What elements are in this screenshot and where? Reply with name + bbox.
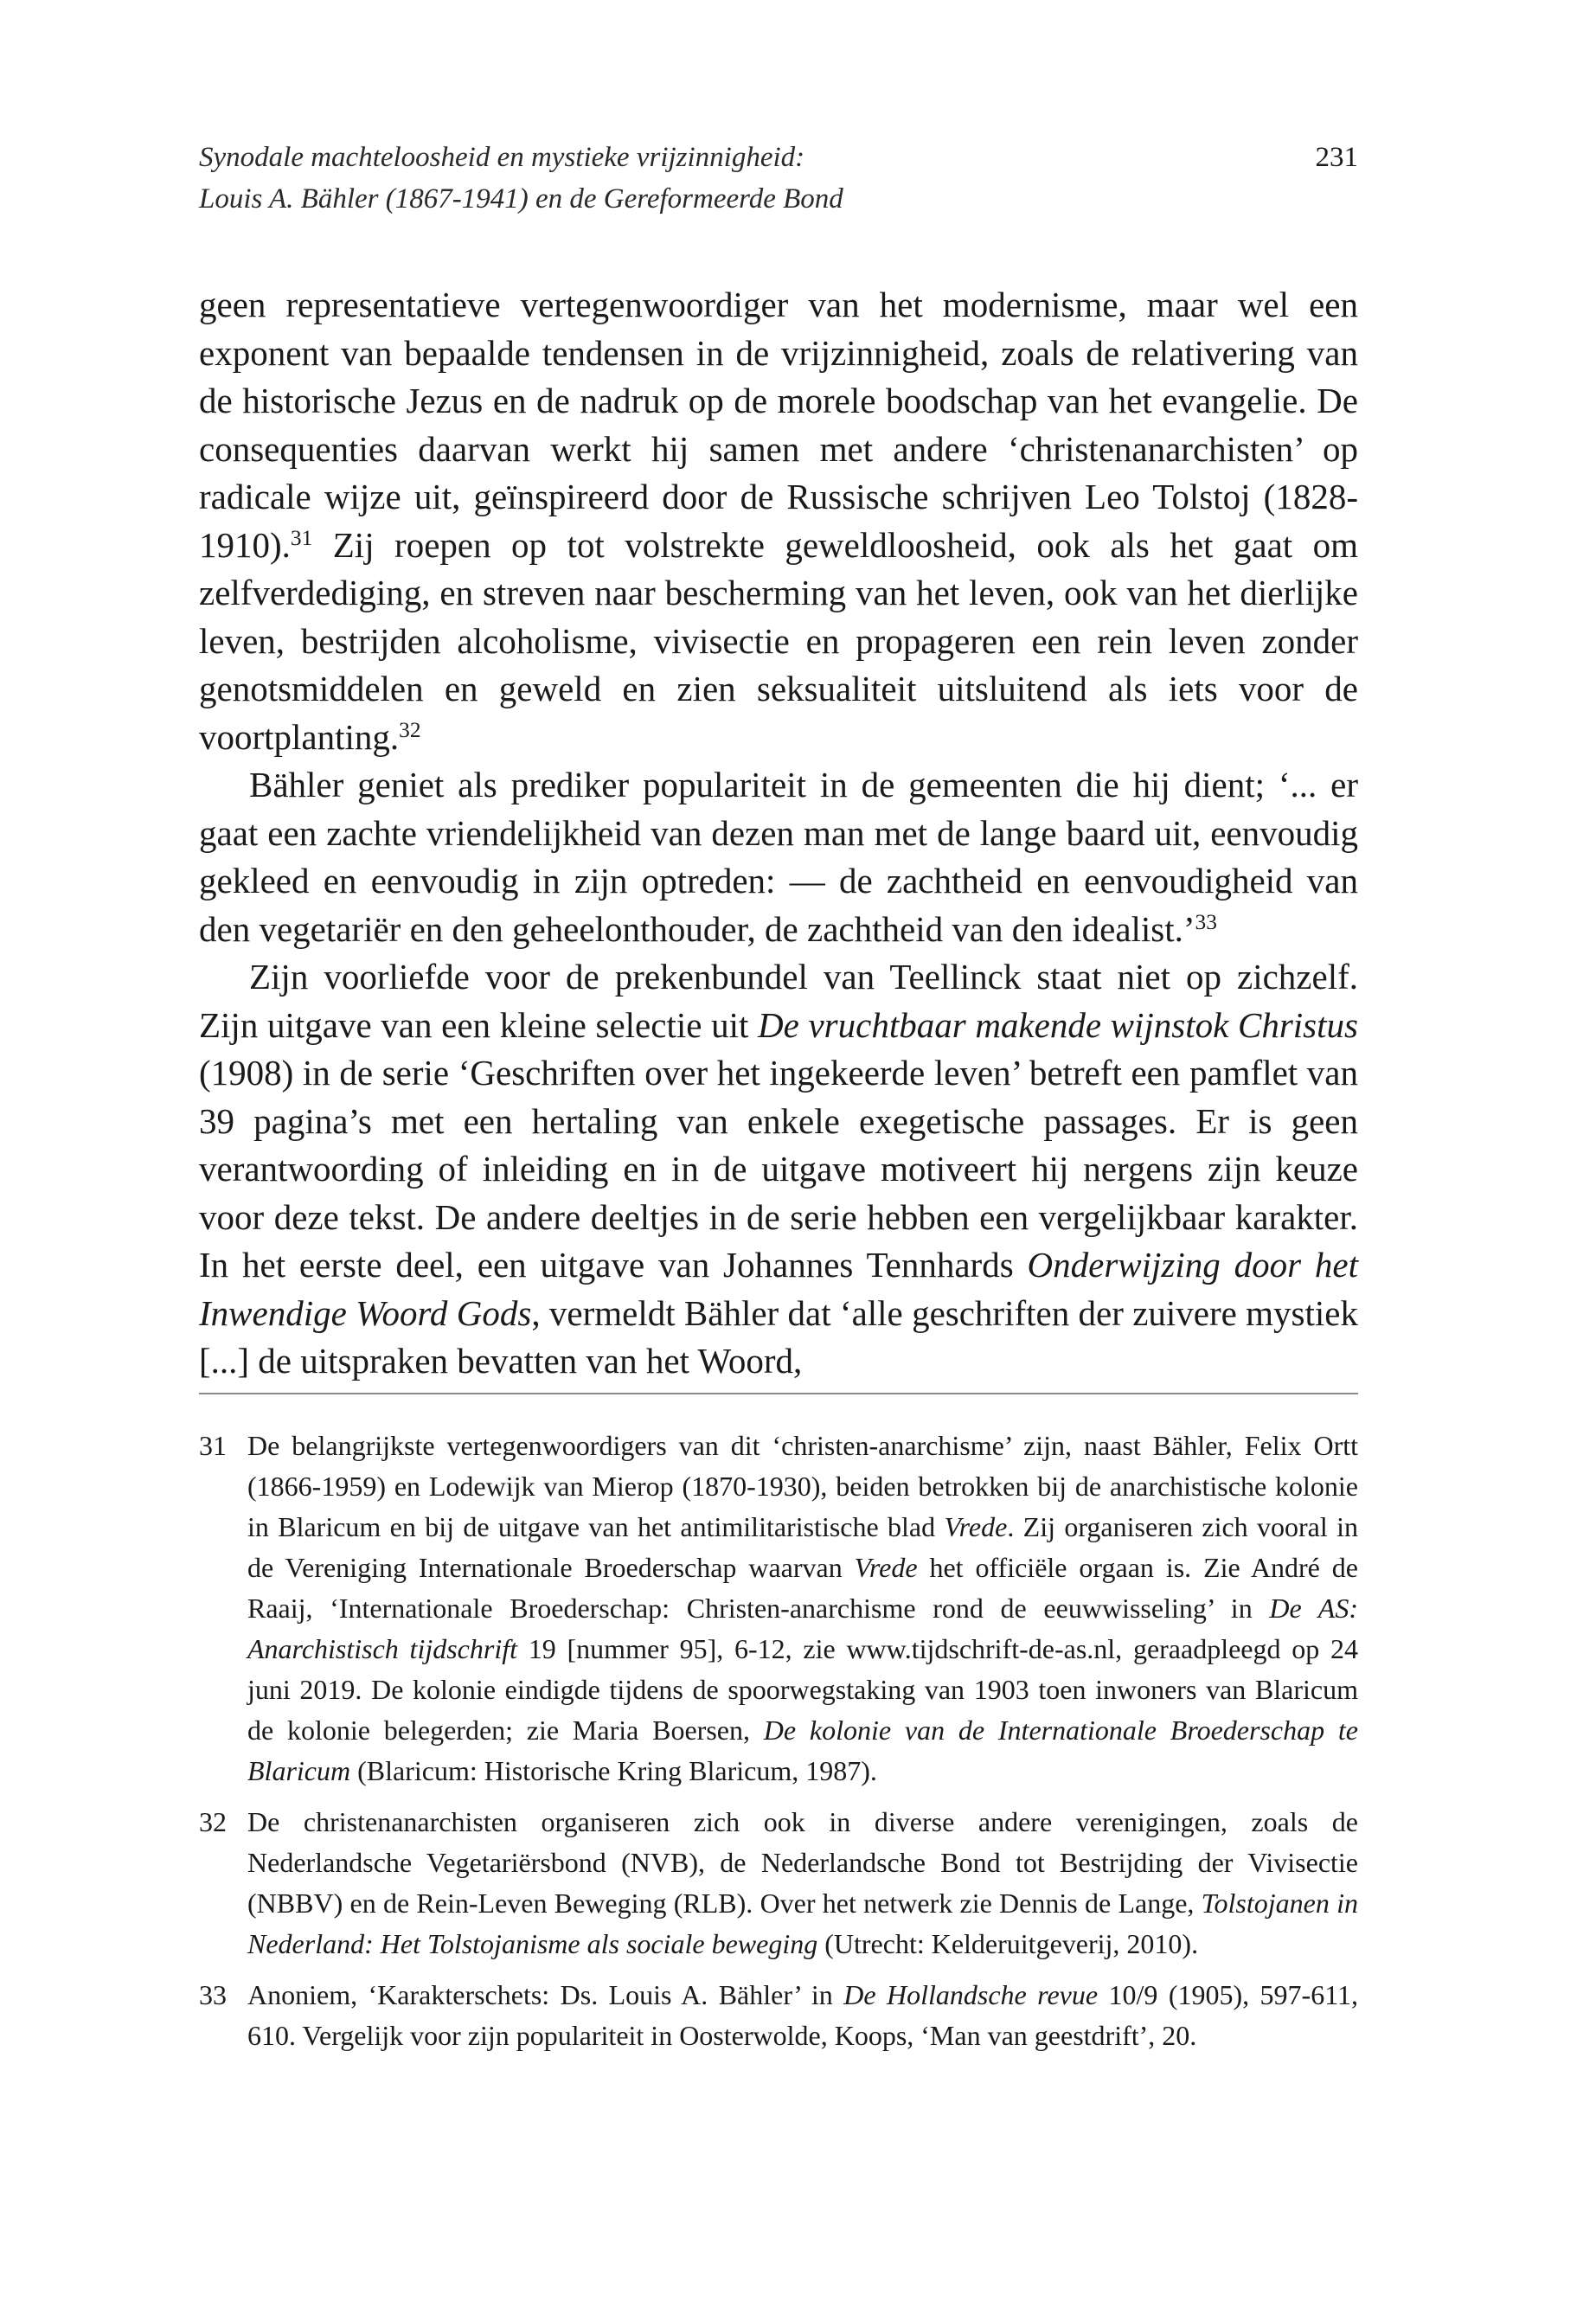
footnote-text: De christenanarchisten organiseren zich ook in diverse andere verenigingen, zoals de Nederlandsche Vegetariërsbond (NVB), de Nederlandsche Bond tot Bestrijding der Vivisectie (NBBV) en de Rein-Leven Beweging (RLB). Over het netwerk zie Dennis de Lange, [247,1806,1358,1919]
paragraph-1-text-b: Zij roepen op tot volstrekte geweldloosheid, ook als het gaat om zelfverdediging, en streven naar bescherming van het leven, ook van het dierlijke leven, bestrijden alcoholisme, vivisectie en propageren een rein leven zonder genotsmiddelen en geweld en zien seksualiteit uitsluitend als iets voor de voortplanting. [199,524,1358,757]
paragraph-3-text-c: , vermeldt Bähler dat ‘alle geschriften der zuivere mystiek [...] de uitspraken bevatten van het Woord, [199,1292,1358,1381]
footnote-number: 33 [199,1979,227,2010]
paragraph-1 [199,281,1358,761]
body-text [199,281,1358,1386]
running-head-line-1: Synodale machteloosheid en mystieke vrijzinnigheid: [199,142,805,173]
book-title-wijnstok: De vruchtbaar makende wijnstok Christus [758,1004,1358,1045]
footnote-33 [199,1975,1358,2056]
paragraph-3 [199,953,1358,1386]
footnote-text: Anoniem, ‘Karakterschets: Ds. Louis A. Bähler’ in [247,1979,844,2010]
footnote-text: 19 [nummer 95], 6-12, zie www.tijdschrift-de-as.nl, geraadpleegd op 24 juni 2019. De kolonie eindigde tijdens de spoorwegstaking van 1903 toen inwoners van Blaricum de kolonie belegerden; zie Maria Boersen, [247,1633,1359,1746]
paragraph-2-text: Bähler geniet als prediker populariteit in de gemeenten die hij dient; ‘... er gaat een zachte vriendelijkheid van dezen man met de lange baard uit, eenvoudig gekleed en eenvoudig in zijn optreden: — de zachtheid en eenvoudigheid van den vegetariër en den geheelonthouder, de zachtheid van den idealist.’ [199,765,1358,949]
footnote-italic: De Hollandsche revue [843,1979,1099,2010]
footnote-number: 31 [199,1430,227,1461]
footnote-ref-32: 32 [399,717,421,742]
footnote-text: De belangrijkste vertegenwoordigers van dit ‘christen-anarchisme’ zijn, naast Bähler, Felix Ortt (1866-1959) en Lodewijk van Mierop (1870-1930), beiden betrokken bij de anarchistische kolonie in Blaricum en bij de uitgave van het antimilitaristische blad [247,1430,1358,1542]
running-head [199,137,1358,220]
paragraph-1-text-a: geen representatieve vertegenwoordiger van het modernisme, maar wel een exponent van bepaalde tendensen in de vrijzinnigheid, zoals de relativering van de historische Jezus en de nadruk op de morele boodschap van het evangelie. De consequenties daarvan werkt hij samen met andere ‘christenanarchisten’ op radicale wijze uit, geïnspireerd door de Russische schrijven Leo Tolstoj (1828-1910). [199,285,1358,565]
footnote-italic: Tolstojanen in Nederland: Het Tolstojanisme als sociale beweging [247,1888,1358,1959]
footnote-italic: De kolonie van de Internationale Broederschap te Blaricum [247,1715,1359,1786]
paragraph-3-text-a: Zijn voorliefde voor de prekenbundel van Teellinck staat niet op zichzelf. Zijn uitgave van een kleine selectie uit [199,957,1358,1045]
footnote-ref-33: 33 [1195,909,1217,934]
footnote-text: (Utrecht: Kelderuitgeverij, 2010). [817,1928,1199,1959]
footnote-text: 10/9 (1905), 597-611, 610. Vergelijk voor zijn populariteit in Oosterwolde, Koops, ‘Man van geestdrift’, 20. [247,1979,1359,2051]
page-number: 231 [1315,142,1358,173]
footnotes [199,1426,1358,2067]
running-head-line-2: Louis A. Bähler (1867-1941) en de Gereformeerde Bond [199,183,843,215]
footnote-italic: De AS: Anarchistisch tijdschrift [247,1593,1359,1664]
book-title-onderwijzing: Onderwijzing door het Inwendige Woord Gods [199,1245,1358,1333]
paragraph-2 [199,761,1358,953]
footnote-text: (Blaricum: Historische Kring Blaricum, 1987). [350,1755,877,1786]
paragraph-3-text-b: (1908) in de serie ‘Geschriften over het ingekeerde leven’ betreft een pamflet van 39 pagina’s met een hertaling van enkele exegetische passages. Er is geen verantwoording of inleiding en in de uitgave motiveert hij nergens zijn keuze voor deze tekst. De andere deeltjes in de serie hebben een vergelijkbaar karakter. In het eerste deel, een uitgave van Johannes Tennhards [199,1053,1358,1285]
footnote-text: het officiële orgaan is. Zie André de Raaij, ‘Internationale Broederschap: Christen-anarchisme rond de eeuwwisseling’ in [247,1552,1359,1624]
footnote-number: 32 [199,1806,227,1837]
footnote-ref-31: 31 [290,525,313,550]
footnote-text: . Zij organiseren zich vooral in de Vereniging Internationale Broederschap waarvan [247,1511,1359,1583]
footnote-divider [199,1393,1358,1394]
footnote-italic: Vrede [944,1511,1008,1542]
footnote-italic: Vrede [854,1552,918,1583]
footnote-31 [199,1426,1358,1791]
footnote-32 [199,1802,1358,1965]
